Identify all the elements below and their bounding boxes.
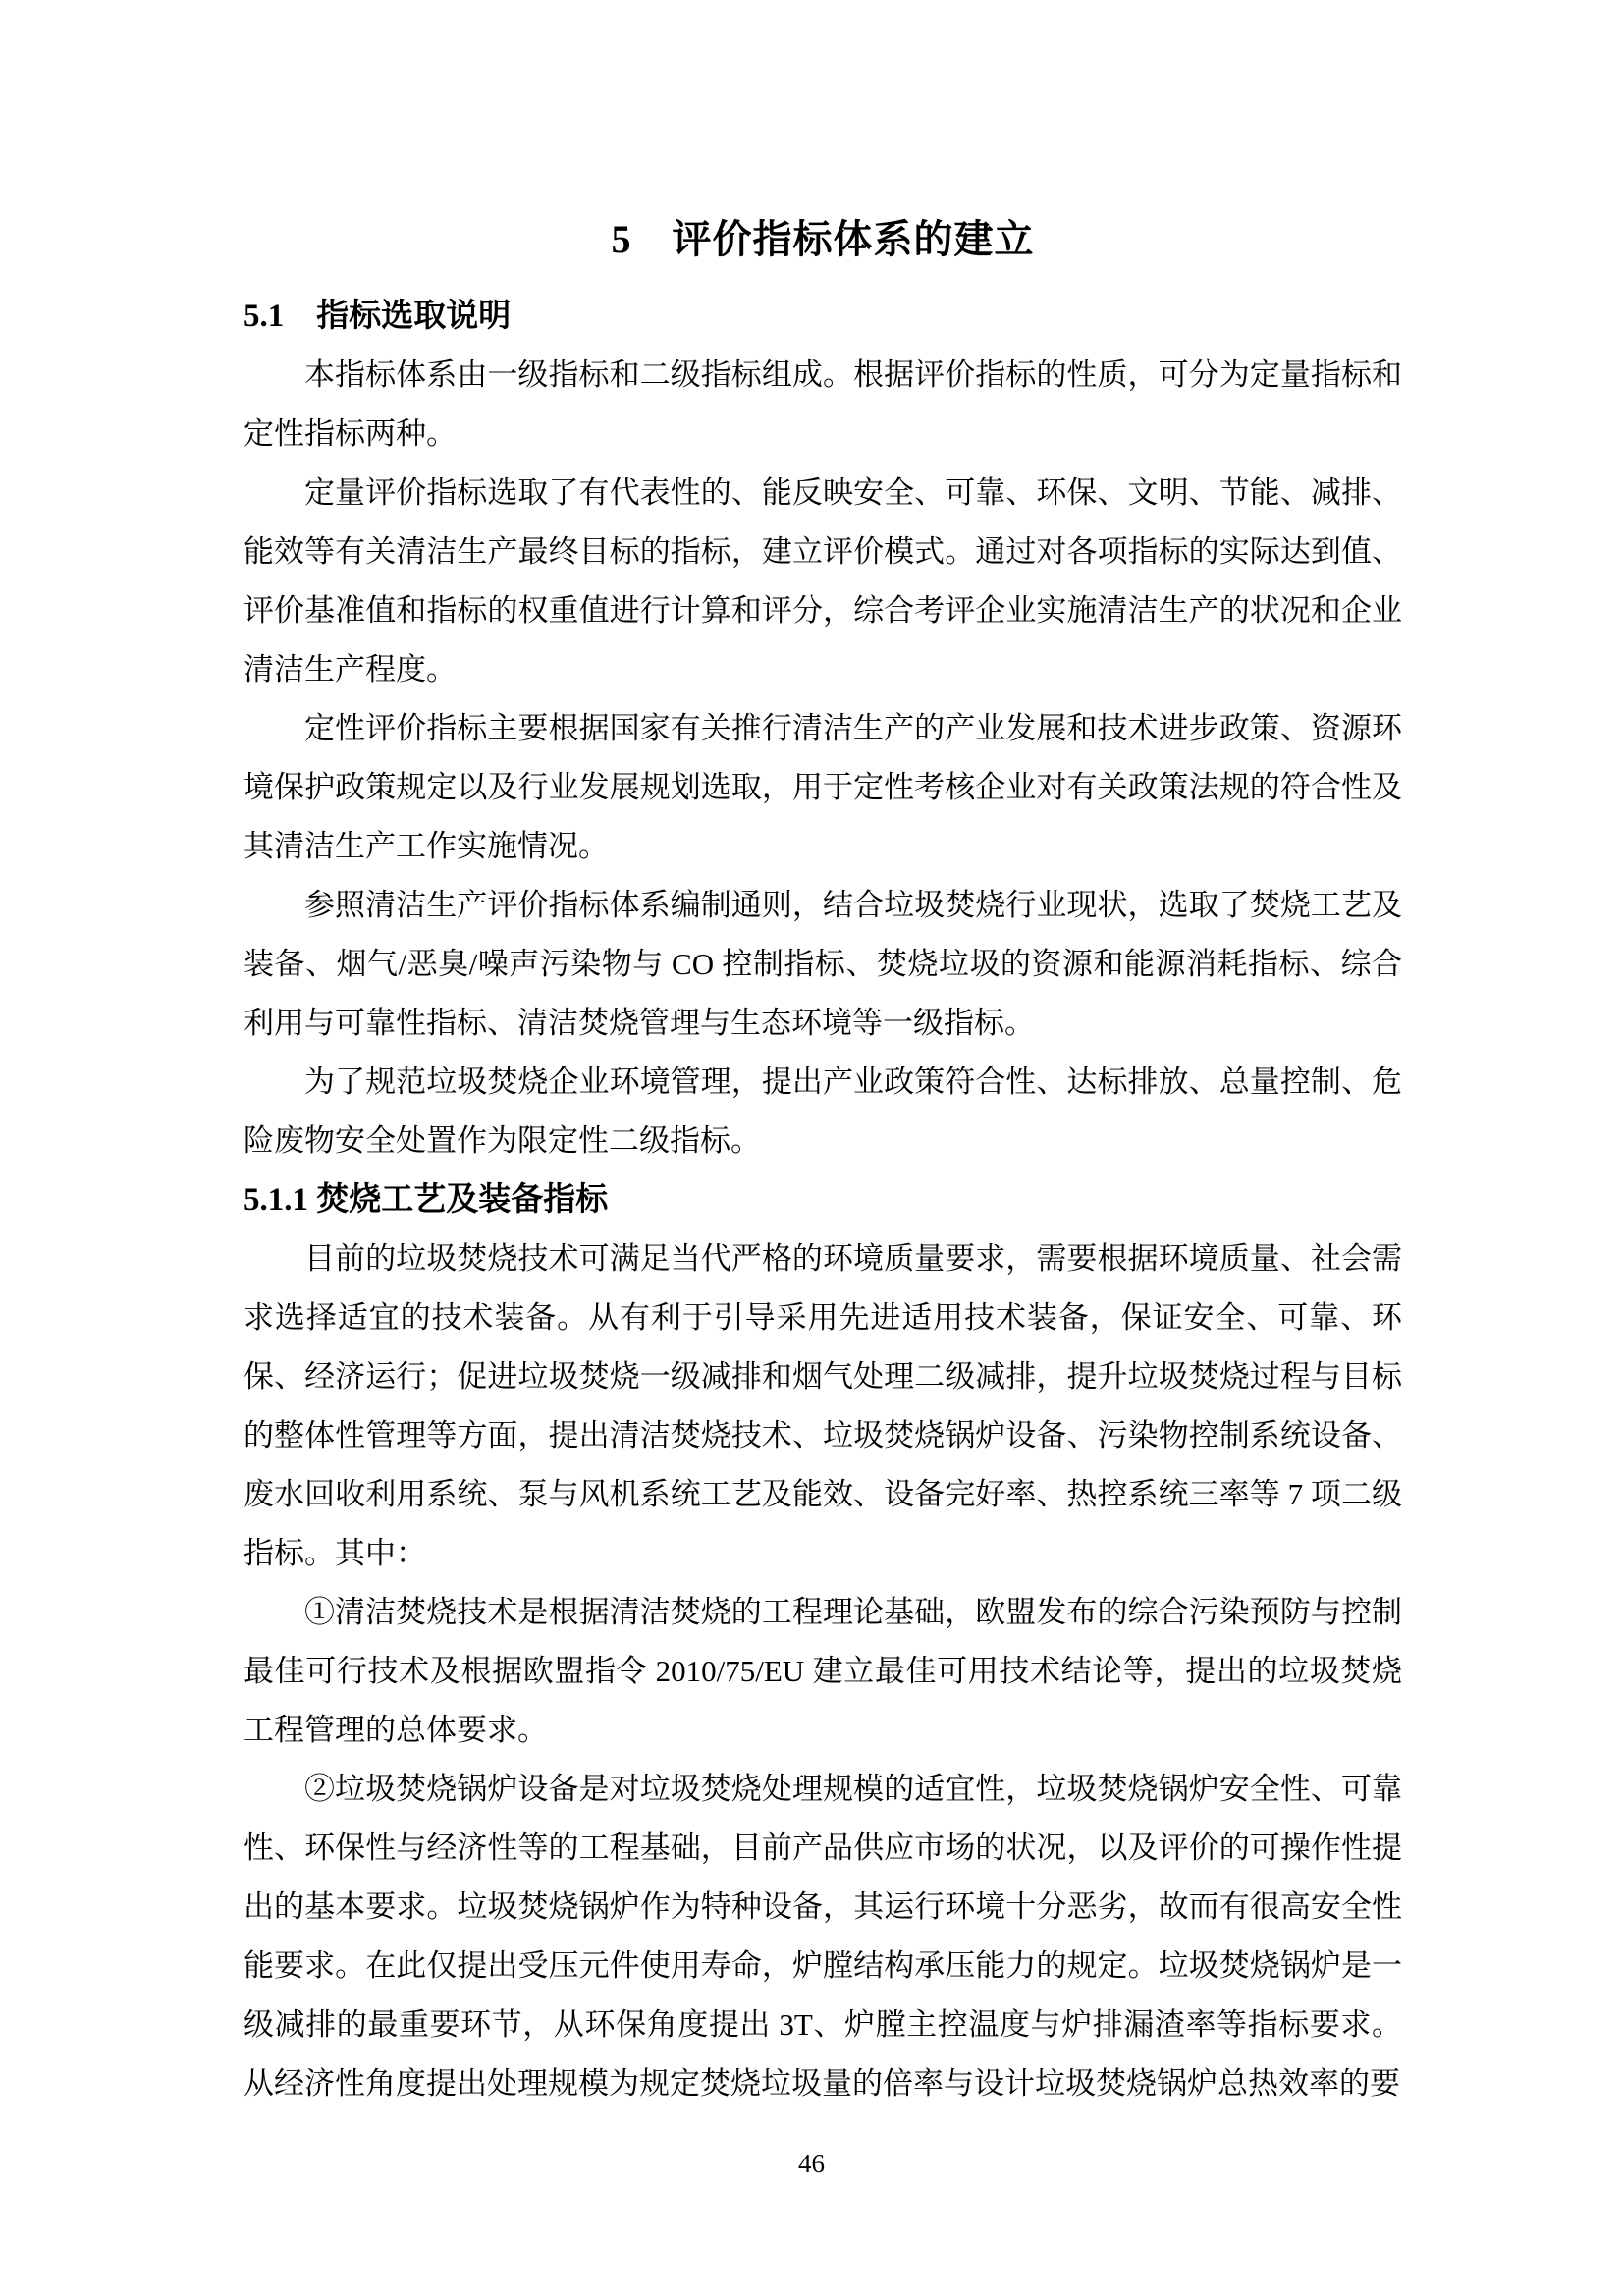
paragraph-incineration-tech-overview: 目前的垃圾焚烧技术可满足当代严格的环境质量要求，需要根据环境质量、社会需求选择适宜的技术装备。从有利于引导采用先进适用技术装备，保证安全、可靠、环保、经济运行；促进垃圾焚烧一级减排和烟气处理二级减排，提升垃圾焚烧过程与目标的整体性管理等方面，提出清洁焚烧技术、垃圾焚烧锅炉设备、污染物控制系统设备、废水回收利用系统、泵与风机系统工艺及能效、设备完好率、热控系统三率等 7 项二级指标。其中：	[243, 1241, 1402, 1570]
document-content	[243, 214, 1402, 2113]
paragraph-indicator-composition: 本指标体系由一级指标和二级指标组成。根据评价指标的性质，可分为定量指标和定性指标两种。	[243, 357, 1402, 451]
paragraph-qualitative-indicators: 定性评价指标主要根据国家有关推行清洁生产的产业发展和技术进步政策、资源环境保护政策规定以及行业发展规划选取，用于定性考核企业对有关政策法规的符合性及其清洁生产工作实施情况。	[243, 711, 1402, 863]
paragraph-item2-incineration-boiler: ②垃圾焚烧锅炉设备是对垃圾焚烧处理规模的适宜性，垃圾焚烧锅炉安全性、可靠性、环保性与经济性等的工程基础，目前产品供应市场的状况，以及评价的可操作性提出的基本要求。垃圾焚烧锅炉作为特种设备，其运行环境十分恶劣，故而有很高安全性能要求。在此仅提出受压元件使用寿命，炉膛结构承压能力的规定。垃圾焚烧锅炉是一级减排的最重要环节，从环保角度提出 3T、炉膛主控温度与炉排漏渣率等指标要求。从经济性角度提出处理规模为规定焚烧垃圾量的倍率与设计垃圾焚烧锅炉总热效率的要	[243, 1772, 1402, 2101]
chapter-title: 5 评价指标体系的建立	[611, 217, 1035, 261]
section-heading-5-1-1: 5.1.1 焚烧工艺及装备指标	[243, 1182, 609, 1218]
paragraph-restrictive-indicators: 为了规范垃圾焚烧企业环境管理，提出产业政策符合性、达标排放、总量控制、危险废物安全处置作为限定性二级指标。	[243, 1065, 1402, 1158]
page-number: 46	[798, 2149, 825, 2178]
paragraph-quantitative-indicators: 定量评价指标选取了有代表性的、能反映安全、可靠、环保、文明、节能、减排、能效等有关清洁生产最终目标的指标，建立评价模式。通过对各项指标的实际达到值、评价基准值和指标的权重值进行计算和评分，综合考评企业实施清洁生产的状况和企业清洁生产程度。	[243, 475, 1402, 686]
paragraph-first-level-indicators: 参照清洁生产评价指标体系编制通则，结合垃圾焚烧行业现状，选取了焚烧工艺及装备、烟气/恶臭/噪声污染物与 CO 控制指标、焚烧垃圾的资源和能源消耗指标、综合利用与可靠性指标、清洁焚烧管理与生态环境等一级指标。	[243, 888, 1402, 1040]
paragraph-item1-clean-incineration-tech: ①清洁焚烧技术是根据清洁焚烧的工程理论基础，欧盟发布的综合污染预防与控制最佳可行技术及根据欧盟指令 2010/75/EU 建立最佳可用技术结论等，提出的垃圾焚烧工程管理的总体要求。	[243, 1595, 1402, 1747]
section-heading-5-1: 5.1 指标选取说明	[243, 299, 512, 334]
